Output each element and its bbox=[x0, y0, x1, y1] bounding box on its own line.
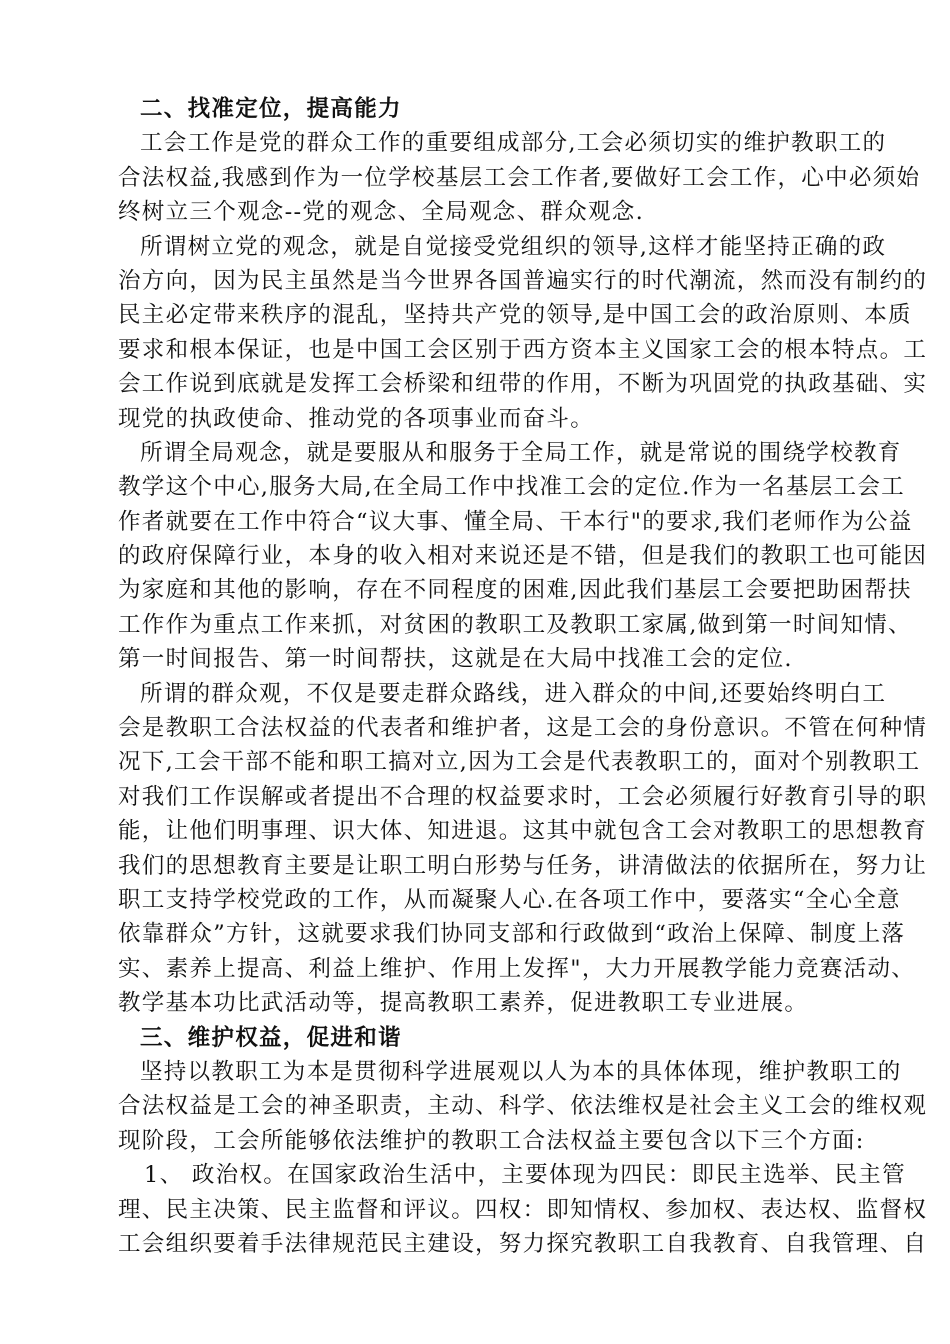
text-line: 能，让他们明事理、识大体、知进退。这其中就包含工会对教职工的思想教育 bbox=[118, 818, 928, 845]
text-line: 工会组织要着手法律规范民主建设，努力探究教职工自我教育、自我管理、自 bbox=[118, 1230, 928, 1257]
paragraph-mass-concept bbox=[118, 677, 928, 1021]
list-item-political-rights: 1、 政治权。在国家政治生活中，主要体现为四民：即民主选举、民主管 bbox=[144, 1162, 906, 1189]
text-line: 合法权益是工会的神圣职责，主动、科学、依法维权是社会主义工会的维权观 bbox=[118, 1093, 928, 1120]
paragraph-rights bbox=[118, 1055, 928, 1158]
document-page bbox=[118, 92, 928, 1261]
text-line: 工作作为重点工作来抓，对贫困的教职工及教职工家属,做到第一时间知情、 bbox=[118, 611, 912, 638]
text-line: 民主必定带来秩序的混乱，坚持共产党的领导,是中国工会的政治原则、本质 bbox=[118, 302, 912, 329]
text-line: 所谓的群众观，不仅是要走群众路线，进入群众的中间,还要始终明白工 bbox=[140, 680, 887, 707]
text-line: 依靠群众”方针，这就要求我们协同支部和行政做到“政治上保障、制度上落 bbox=[118, 921, 906, 948]
text-line: 职工支持学校党政的工作，从而凝聚人心.在各项工作中，要落实“全心全意 bbox=[118, 886, 901, 913]
text-line: 终树立三个观念--党的观念、全局观念、群众观念. bbox=[118, 199, 645, 226]
text-line: 为家庭和其他的影响，存在不同程度的困难,因此我们基层工会要把助困帮扶 bbox=[118, 577, 912, 604]
text-line: 现党的执政使命、推动党的各项事业而奋斗。 bbox=[118, 405, 595, 432]
text-line: 所谓全局观念，就是要服从和服务于全局工作，就是常说的围绕学校教育 bbox=[140, 439, 902, 466]
text-line: 实、素养上提高、利益上维护、作用上发挥"，大力开展教学能力竞赛活动、 bbox=[118, 955, 916, 982]
text-line: 况下,工会干部不能和职工搞对立,因为工会是代表教职工的，面对个别教职工 bbox=[118, 749, 921, 776]
text-line: 要求和根本保证，也是中国工会区别于西方资本主义国家工会的根本特点。工 bbox=[118, 336, 928, 363]
text-line: 的政府保障行业，本身的收入相对来说还是不错，但是我们的教职工也可能因 bbox=[118, 543, 928, 570]
text-line: 第一时间报告、第一时间帮扶，这就是在大局中找准工会的定位. bbox=[118, 646, 793, 673]
text-line: 现阶段，工会所能够依法维护的教职工合法权益主要包含以下三个方面: bbox=[118, 1127, 865, 1154]
section-heading-2: 二、找准定位，提高能力 bbox=[140, 96, 402, 122]
text-line: 会是教职工合法权益的代表者和维护者，这是工会的身份意识。不管在何种情 bbox=[118, 715, 928, 742]
text-line: 教学这个中心,服务大局,在全局工作中找准工会的定位.作为一名基层工会工 bbox=[118, 474, 905, 501]
text-line: 作者就要在工作中符合“议大事、懂全局、干本行"的要求,我们老师作为公益 bbox=[118, 508, 913, 535]
text-line: 坚持以教职工为本是贯彻科学进展观以人为本的具体体现，维护教职工的 bbox=[140, 1058, 902, 1085]
paragraph-overall-concept bbox=[118, 436, 928, 677]
section-heading-3: 三、维护权益，促进和谐 bbox=[140, 1024, 402, 1051]
text-line: 对我们工作误解或者提出不合理的权益要求时，工会必须履行好教育引导的职 bbox=[118, 783, 928, 810]
text-line: 工会工作是党的群众工作的重要组成部分,工会必须切实的维护教职工的 bbox=[140, 130, 887, 157]
text-line: 教学基本功比武活动等，提高教职工素养，促进教职工专业进展。 bbox=[118, 990, 809, 1017]
paragraph-union-work bbox=[118, 126, 921, 229]
text-line: 治方向，因为民主虽然是当今世界各国普遍实行的时代潮流，然而没有制约的 bbox=[118, 267, 928, 294]
paragraph-party-concept bbox=[118, 230, 928, 436]
paragraph-political-rights bbox=[118, 1158, 928, 1261]
text-line: 合法权益,我感到作为一位学校基层工会工作者,要做好工会工作，心中必须始 bbox=[118, 164, 921, 191]
text-line: 我们的思想教育主要是让职工明白形势与任务，讲清做法的依据所在，努力让 bbox=[118, 852, 928, 879]
text-line: 理、民主决策、民主监督和评议。四权：即知情权、参加权、表达权、监督权 bbox=[118, 1196, 928, 1223]
text-line: 会工作说到底就是发挥工会桥梁和纽带的作用，不断为巩固党的执政基础、实 bbox=[118, 371, 928, 398]
text-line: 所谓树立党的观念，就是自觉接受党组织的领导,这样才能坚持正确的政 bbox=[140, 233, 887, 260]
